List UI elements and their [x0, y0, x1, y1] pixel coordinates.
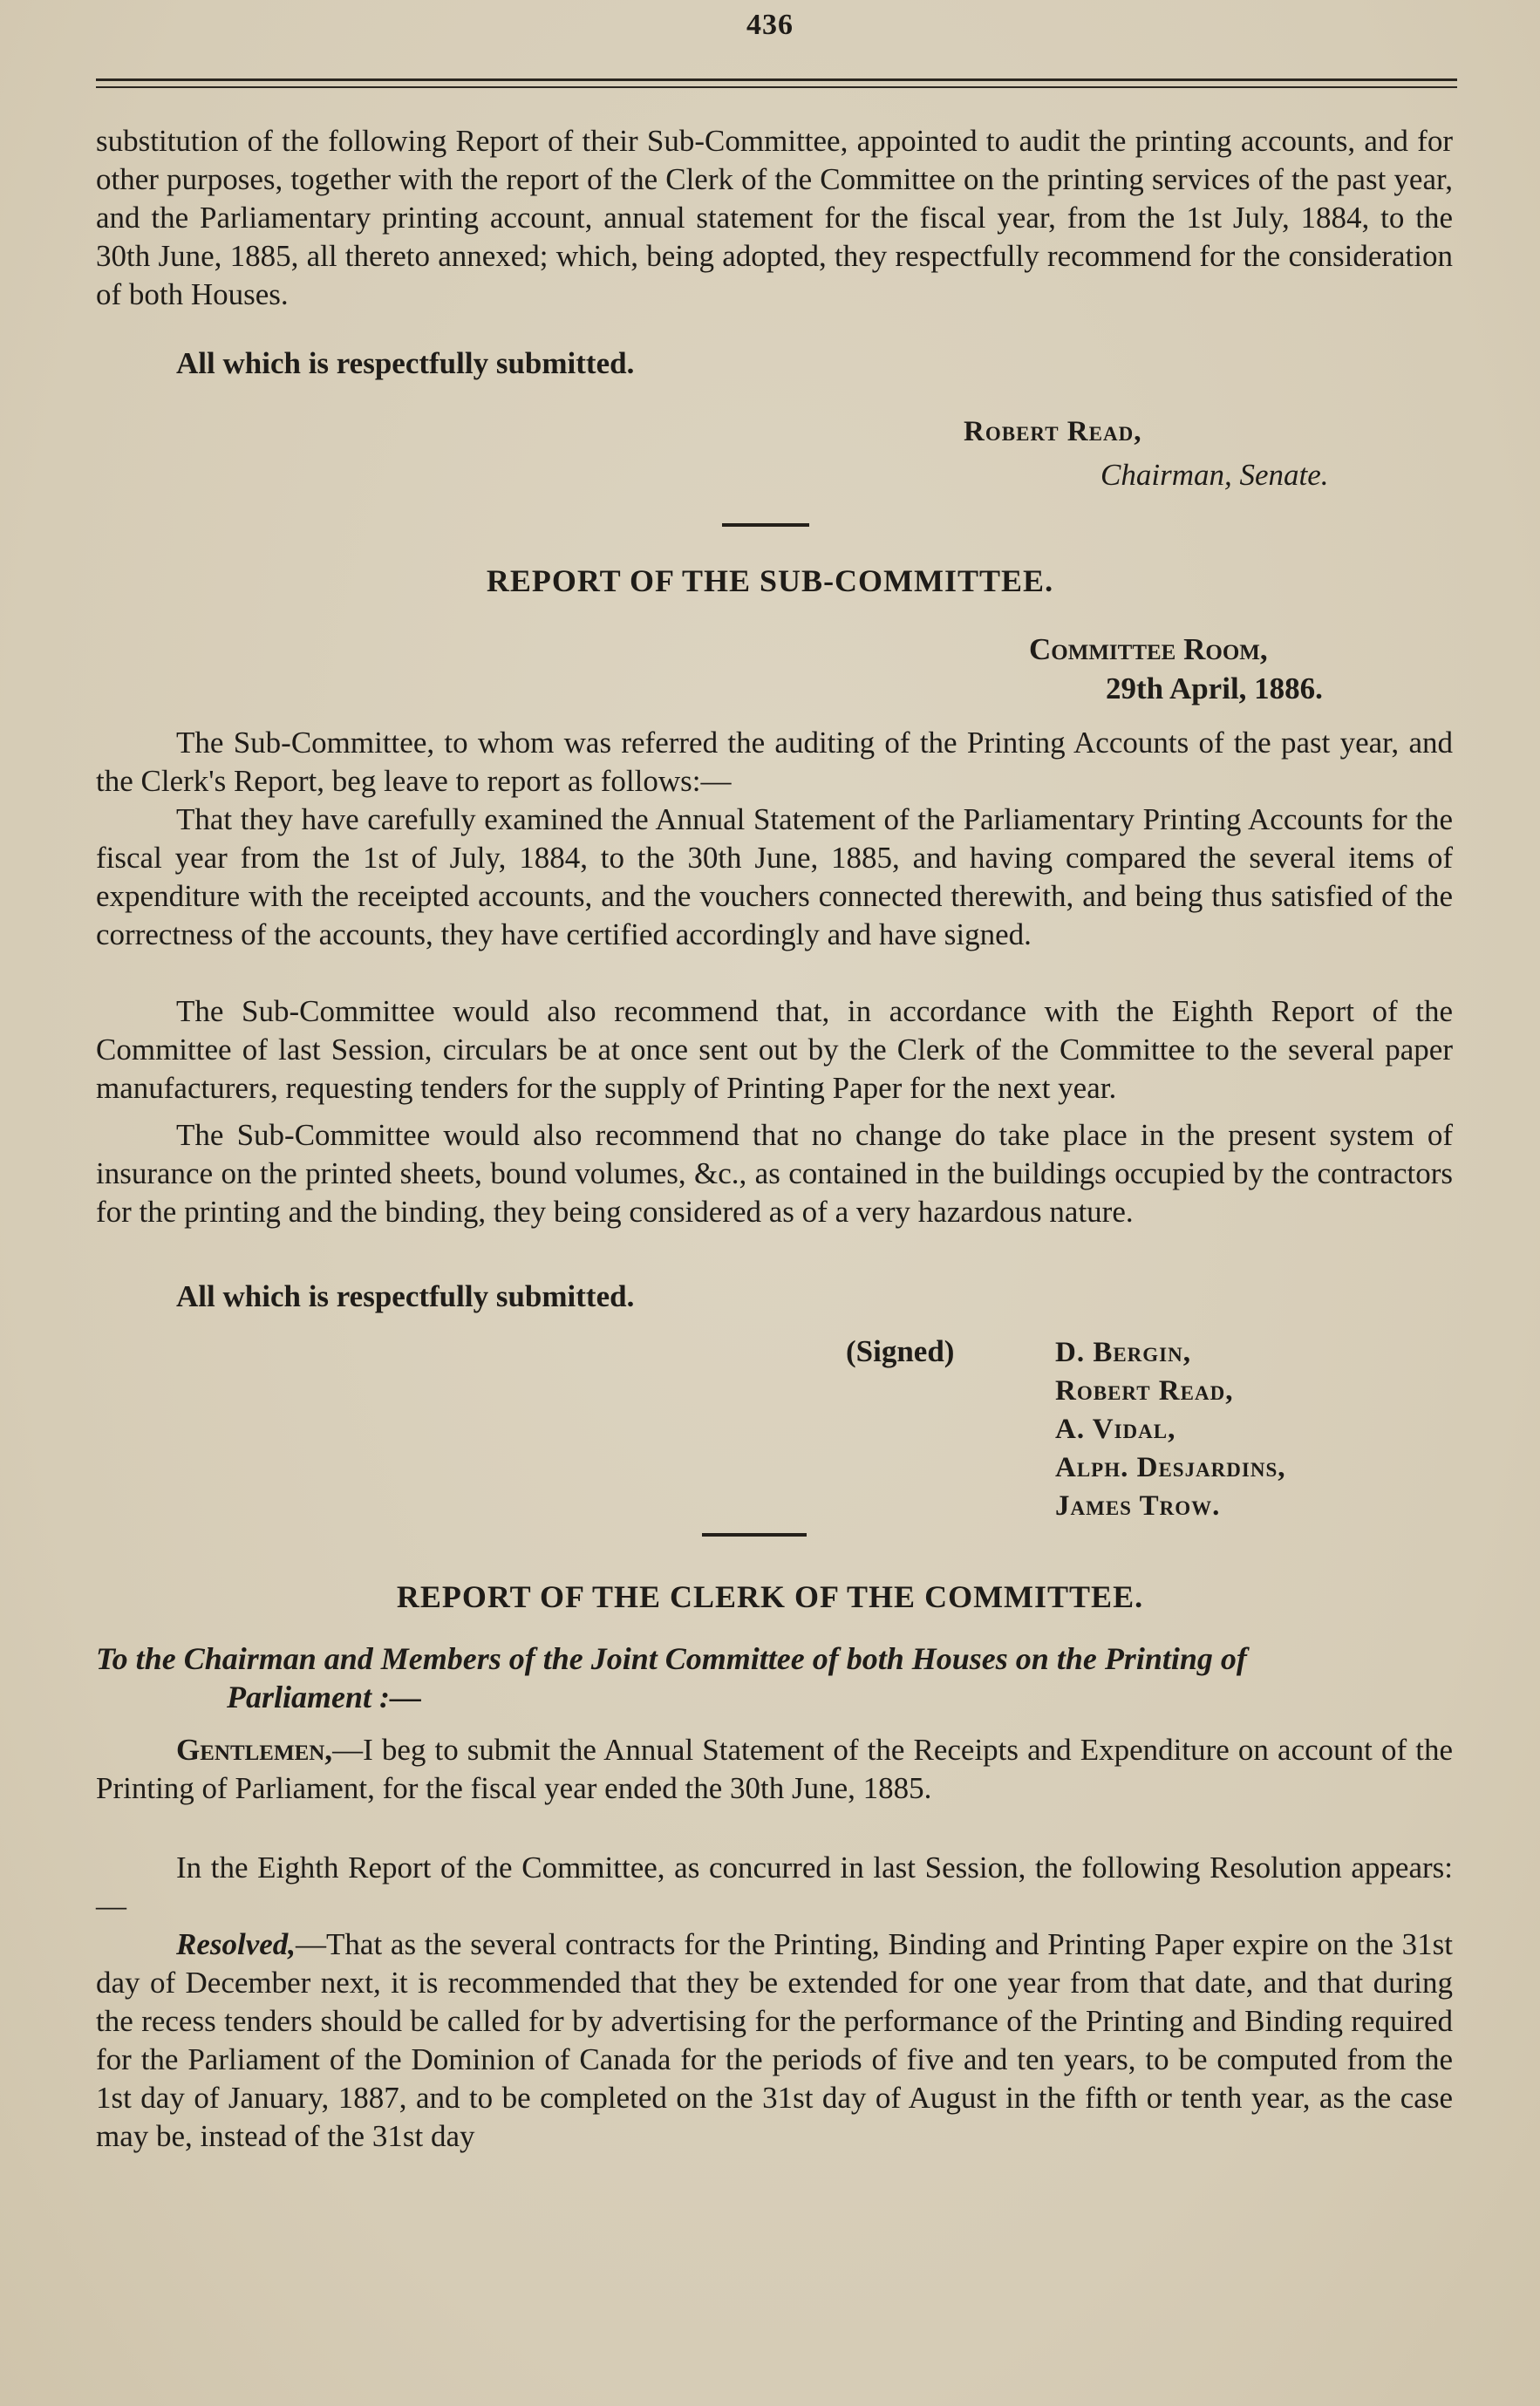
subcommittee-para-3: The Sub-Committee would also recommend that, in accordance with the Eighth Report of the Committee of last Session, circulars be at once sent out by the Clerk of the Committee to the several paper manufacturers, requesting tenders for the supply of Printing Paper for the next year.	[96, 994, 1453, 1105]
report-date: 29th April, 1886.	[1106, 671, 1323, 705]
section-divider-1	[722, 523, 809, 527]
signer-3: A. Vidal,	[1055, 1414, 1176, 1445]
intro-paragraph: substitution of the following Report of their Sub-Committee, appointed to audit the printing accounts, and for other purposes, together with the report of the Clerk of the Committee on the printing services of the past year, and the Parliamentary printing account, annual statement for the fiscal year, from the 1st July, 1884, to the 30th June, 1885, all thereto annexed; which, being adopted, they respectfully recommend for the consideration of both Houses.	[96, 124, 1453, 311]
address-line-1: To the Chairman and Members of the Joint Committee of both Houses on the Printing of	[96, 1641, 1247, 1676]
signer-1: D. Bergin,	[1055, 1337, 1191, 1368]
address-line-2: Parliament :—	[227, 1680, 421, 1714]
clerk-report-heading: REPORT OF THE CLERK OF THE COMMITTEE.	[396, 1579, 1144, 1614]
signer-5: James Trow.	[1055, 1490, 1221, 1522]
intro-submitted: All which is respectfully submitted.	[176, 346, 635, 380]
chairman-title: Chairman, Senate.	[1100, 458, 1329, 492]
subcommittee-heading: REPORT OF THE SUB-COMMITTEE.	[486, 563, 1054, 598]
clerk-resolution	[96, 1925, 1453, 2156]
page-number: 436	[746, 9, 794, 41]
resolved-text: —That as the several contracts for the Printing, Binding and Printing Paper expire on the 31st day of December next, it is recommended that they be extended for one year from that date, and that during the recess tenders should be called for by advertising for the performance of the Printing and Binding required for the Parliament of the Dominion of Canada for the periods of five and ten years, to be computed from the 1st day of January, 1887, and to be completed on the 31st day of August in the fifth or tenth year, as the case may be, instead of the 31st day	[96, 1927, 1453, 2153]
signer-4: Alph. Desjardins,	[1055, 1452, 1286, 1483]
subcommittee-para-1: The Sub-Committee, to whom was referred the auditing of the Printing Accounts of the past year, and the Clerk's Report, beg leave to report as follows:—	[96, 726, 1453, 798]
clerk-para-2: In the Eighth Report of the Committee, as concurred in last Session, the following Resolution appears:—	[96, 1851, 1453, 1923]
signed-label: (Signed)	[846, 1334, 955, 1368]
clerk-para-1-text: —I beg to submit the Annual Statement of the Receipts and Expenditure on account of the Printing of Parliament, for the fiscal year ended the 30th June, 1885.	[96, 1733, 1453, 1805]
header-rule	[96, 78, 1457, 88]
section-divider-2	[702, 1533, 807, 1537]
subcommittee-submitted: All which is respectfully submitted.	[176, 1279, 635, 1313]
clerk-report-address	[96, 1639, 1453, 1716]
salutation: Gentlemen,	[176, 1733, 333, 1767]
committee-room: Committee Room,	[1029, 632, 1268, 666]
subcommittee-para-2: That they have carefully examined the Annual Statement of the Parliamentary Printing Accounts for the fiscal year from the 1st of July, 1884, to the 30th June, 1885, and having compared the several items of expenditure with the receipted accounts, and the vouchers connected therewith, and being thus satisfied of the correctness of the accounts, they have certified accordingly and have signed.	[96, 802, 1453, 951]
clerk-para-1	[96, 1731, 1453, 1808]
resolved-label: Resolved,	[176, 1927, 296, 1961]
subcommittee-para-4: The Sub-Committee would also recommend that no change do take place in the present system of insurance on the printed sheets, bound volumes, &c., as contained in the buildings occupied by the contractors for the printing and the binding, they being considered as of a very hazardous nature.	[96, 1118, 1453, 1229]
signer-2: Robert Read,	[1055, 1375, 1234, 1407]
chairman-name: Robert Read,	[964, 416, 1142, 447]
